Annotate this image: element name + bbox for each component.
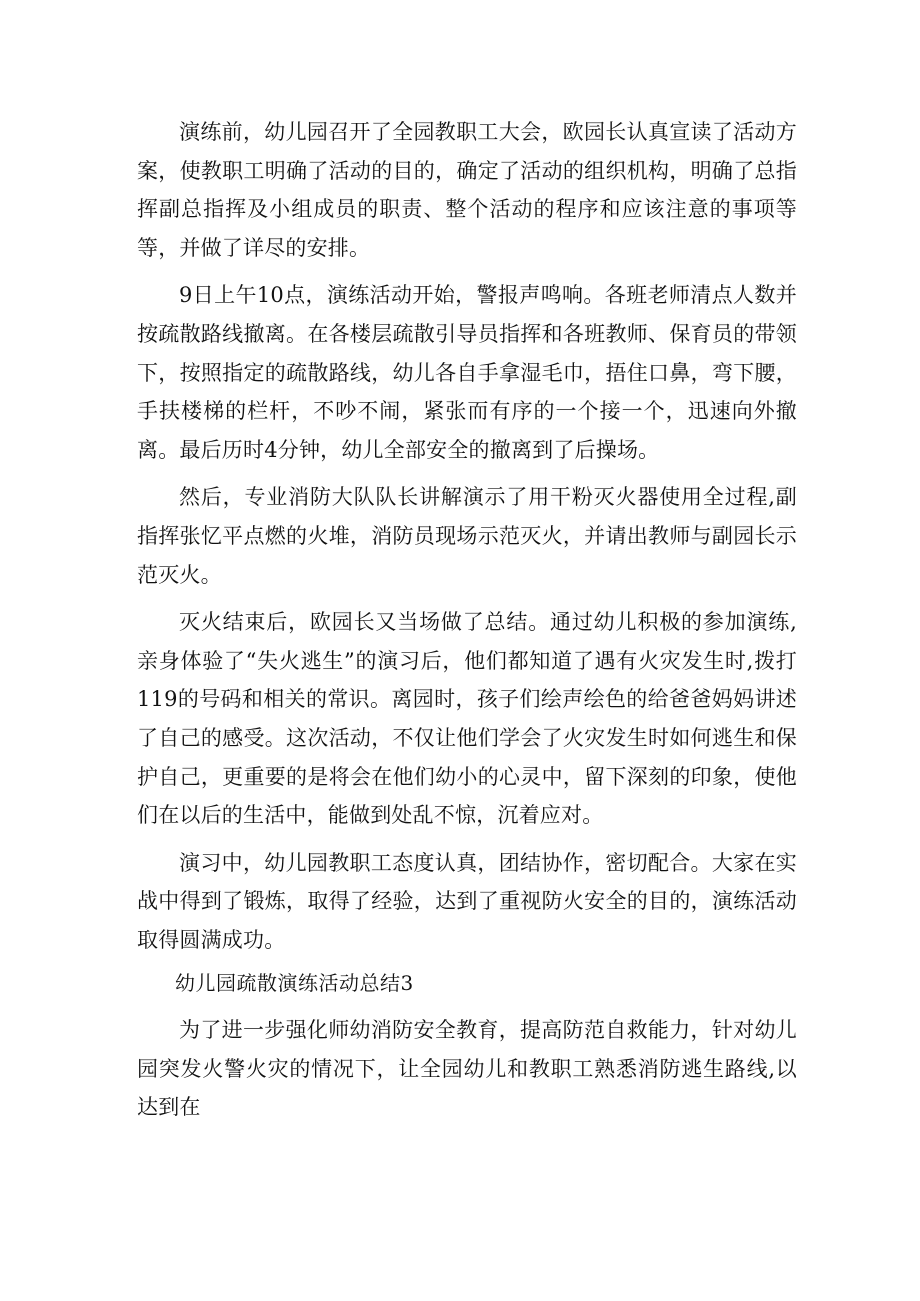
paragraph-evacuation: 9日上午10点，演练活动开始，警报声鸣响。各班老师清点人数并按疏散路线撤离。在各楼层疏散引导员指挥和各班教师、保育员的带领下，按照指定的疏散路线，幼儿各自手拿湿毛巾，捂住口鼻，弯下腰，手扶楼梯的栏杆，不吵不闹，紧张而有序的一个接一个，迅速向外撤离。最后历时4分钟，幼儿全部安全的撤离到了后操场。 xyxy=(137,283,797,462)
paragraph-summary: 灭火结束后，欧园长又当场做了总结。通过幼儿积极的参加演练,亲身体验了“失火逃生”的演习后，他们都知道了遇有火灾发生时,拨打119的号码和相关的常识。离园时，孩子们绘声绘色的给爸爸妈妈讲述了自己的感受。这次活动，不仅让他们学会了火灾发生时如何逃生和保护自己，更重要的是将会在他们幼小的心灵中，留下深刻的印象，使他们在以后的生活中，能做到处乱不惊，沉着应对。 xyxy=(137,610,797,828)
paragraph-conclusion: 演习中，幼儿园教职工态度认真，团结协作，密切配合。大家在实战中得到了锻炼，取得了经验，达到了重视防火安全的目的，演练活动取得圆满成功。 xyxy=(137,850,797,952)
document-body xyxy=(137,113,797,1136)
section-title: 幼儿园疏散演练活动总结3 xyxy=(175,971,414,996)
paragraph-section3-intro: 为了进一步强化师幼消防安全教育，提高防范自救能力，针对幼儿园突发火警火灾的情况下，让全园幼儿和教职工熟悉消防逃生路线,以达到在 xyxy=(137,1018,797,1120)
paragraph-fire-demo: 然后，专业消防大队队长讲解演示了用干粉灭火器使用全过程,副指挥张忆平点燃的火堆，消防员现场示范灭火，并请出教师与副园长示范灭火。 xyxy=(137,485,797,587)
paragraph-drill-meeting: 演练前，幼儿园召开了全园教职工大会，欧园长认真宣读了活动方案，使教职工明确了活动的目的，确定了活动的组织机构，明确了总指挥副总指挥及小组成员的职责、整个活动的程序和应该注意的事项等等，并做了详尽的安排。 xyxy=(137,120,797,260)
